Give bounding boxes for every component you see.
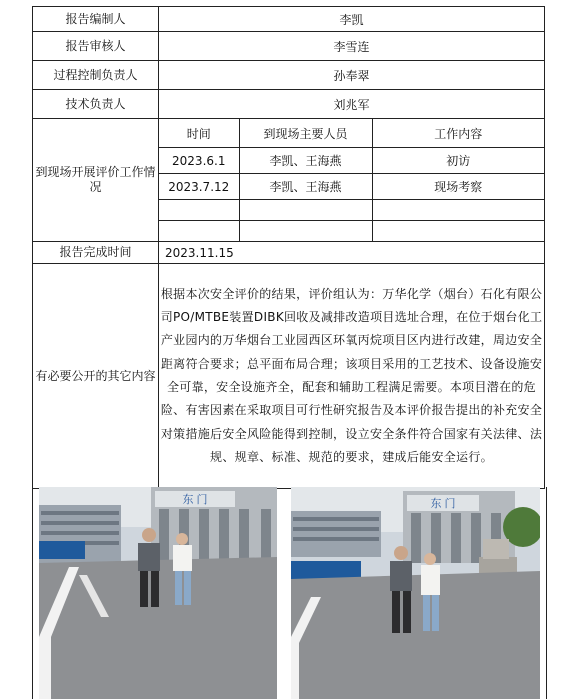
completion-row bbox=[33, 242, 545, 264]
disclosure-text: 根据本次安全评价的结果，评价组认为：万华化学（烟台）石化有限公司PO/MTBE装置DIBK回收及减排改造项目选址合理，在位于烟台化工产业园内的万华烟台工业园西区环氧丙烷项目区内进行改建，周边安全距离符合要求；总平面布局合理；该项目采用的工艺技术、设备设施安全可靠，安全设施齐全，配套和辅助工程满足需要。本项目潜在的危险、有害因素在采取项目可行性研究报告及本评价报告提出的补充安全对策措施后安全风险能得到控制，设立安全条件符合国家有关法律、法规、规章、标准、规范的要求，建成后能安全运行。 bbox=[159, 264, 545, 489]
visit-personnel: 李凯、王海燕 bbox=[239, 174, 372, 200]
disclosure-label: 有必要公开的其它内容 bbox=[33, 264, 159, 489]
table-row bbox=[33, 90, 545, 119]
visit-date bbox=[159, 200, 239, 221]
site-visit-header-row bbox=[159, 119, 544, 148]
visit-personnel: 李凯、王海燕 bbox=[239, 148, 372, 174]
gate-sign: 东 门 bbox=[182, 494, 208, 506]
row-value: 李雪连 bbox=[159, 32, 545, 61]
site-photos bbox=[32, 487, 547, 699]
visit-work bbox=[372, 200, 544, 221]
table-row bbox=[159, 148, 544, 174]
completion-date: 2023.11.15 bbox=[159, 242, 545, 264]
table-row bbox=[33, 61, 545, 90]
header-work-content: 工作内容 bbox=[372, 119, 544, 148]
site-visit-table bbox=[159, 119, 544, 241]
disclosure-row bbox=[33, 264, 545, 489]
header-personnel: 到现场主要人员 bbox=[239, 119, 372, 148]
row-value: 刘兆军 bbox=[159, 90, 545, 119]
site-photo-left-image bbox=[39, 487, 277, 699]
visit-work bbox=[372, 221, 544, 242]
row-value: 李凯 bbox=[159, 7, 545, 32]
row-label: 报告审核人 bbox=[33, 32, 159, 61]
table-row bbox=[159, 174, 544, 200]
header-time: 时间 bbox=[159, 119, 239, 148]
site-photo-right bbox=[291, 487, 540, 699]
visit-date: 2023.6.1 bbox=[159, 148, 239, 174]
table-row bbox=[159, 221, 544, 242]
row-label: 过程控制负责人 bbox=[33, 61, 159, 90]
site-visit-row bbox=[33, 119, 545, 242]
report-table bbox=[32, 6, 545, 489]
visit-personnel bbox=[239, 221, 372, 242]
site-visit-cell bbox=[159, 119, 545, 242]
visit-work: 初访 bbox=[372, 148, 544, 174]
row-label: 技术负责人 bbox=[33, 90, 159, 119]
visit-date bbox=[159, 221, 239, 242]
row-value: 孙奉翠 bbox=[159, 61, 545, 90]
visit-personnel bbox=[239, 200, 372, 221]
table-row bbox=[33, 7, 545, 32]
site-visit-label: 到现场开展评价工作情况 bbox=[33, 119, 159, 242]
visit-work: 现场考察 bbox=[372, 174, 544, 200]
gate-sign: 东 门 bbox=[430, 498, 456, 510]
completion-label: 报告完成时间 bbox=[33, 242, 159, 264]
table-row bbox=[159, 200, 544, 221]
table-row bbox=[33, 32, 545, 61]
visit-date: 2023.7.12 bbox=[159, 174, 239, 200]
site-photo-left bbox=[39, 487, 277, 699]
site-photo-right-image bbox=[291, 487, 540, 699]
row-label: 报告编制人 bbox=[33, 7, 159, 32]
